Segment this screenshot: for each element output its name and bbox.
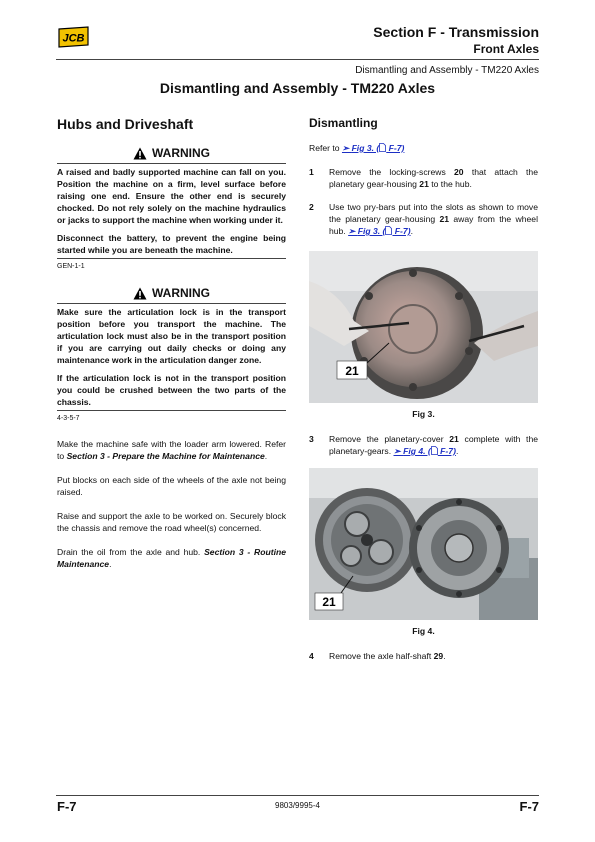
warning-label: WARNING — [152, 286, 210, 300]
fig-link-page: F-7) — [386, 143, 405, 153]
paragraph-text: Make the machine safe with the loader arm lowered. Refer to — [57, 439, 286, 461]
left-column — [57, 116, 286, 582]
section-reference-link[interactable]: Section 3 - Routine Maintenance — [57, 547, 286, 569]
step-item — [309, 166, 538, 190]
step-text — [329, 650, 538, 662]
svg-text:JCB: JCB — [62, 32, 85, 45]
warning-block-1 — [57, 146, 286, 270]
warning-top-rule — [57, 163, 286, 164]
paragraph-text: . — [109, 559, 112, 569]
fig4-link[interactable] — [393, 446, 459, 456]
fig4-callout-label: 21 — [322, 595, 336, 609]
section-title: Section F - Transmission — [373, 24, 539, 40]
paragraph-blocks: Put blocks on each side of the wheels of the axle not being raised. — [57, 475, 286, 497]
warning-text: Make sure the articulation lock is in the transport position before you transport the machine. The articulation lock must also be in the transport position if you are carrying out daily checks or doing any maintenance work in the articulation danger zone. — [57, 307, 286, 365]
fig4-photo — [309, 468, 538, 620]
paragraph-drain-oil — [57, 546, 286, 570]
arrow-link-icon: ➢ — [393, 446, 404, 456]
warning-text: Disconnect the battery, to prevent the engine being started while you are beneath the machine. — [57, 233, 286, 255]
step-text-part: complete with the planetary-gears. — [329, 434, 539, 456]
item-number: 29 — [433, 651, 444, 661]
fig-link-page: F-7) — [437, 446, 456, 456]
item-number: 20 — [454, 167, 464, 177]
section-reference-link[interactable]: Section 3 - Prepare the Machine for Maintenance — [66, 451, 265, 461]
footer-divider — [56, 795, 539, 796]
step-text-part: that attach the planetary gear-housing — [329, 167, 538, 189]
paragraph-text: . — [264, 451, 268, 461]
item-number: 21 — [449, 434, 459, 444]
warning-triangle-icon — [133, 287, 147, 300]
warning-code: 4-3-5-7 — [57, 415, 80, 422]
fig-link-page: F-7) — [392, 226, 411, 236]
fig3-callout-label: 21 — [345, 364, 359, 378]
paragraph-text: Drain the oil from the axle and hub. — [57, 547, 205, 557]
right-column — [309, 116, 538, 673]
paragraph-make-safe — [57, 438, 286, 462]
step-item — [309, 650, 538, 662]
refer-text: Refer to — [309, 143, 342, 153]
warning-label: WARNING — [152, 146, 210, 160]
warning-triangle-icon — [133, 147, 147, 160]
warning-bottom-rule — [57, 410, 286, 411]
step-text — [329, 166, 538, 190]
warning-block-2 — [57, 286, 286, 422]
page-doc-icon — [431, 446, 438, 455]
step-text-part: . — [443, 651, 446, 661]
step-number: 1 — [309, 167, 314, 177]
step-text-part: Use two pry-bars put into the slots as shown to move the planetary gear-housing — [329, 202, 538, 224]
footer-page-left: F-7 — [57, 799, 77, 814]
fig3-link[interactable] — [342, 143, 404, 153]
step-text-part: Remove the locking-screws — [329, 167, 455, 177]
warning-header — [57, 286, 286, 300]
jcb-logo — [57, 26, 90, 48]
step-item — [309, 433, 538, 457]
paragraph-raise-axle: Raise and support the axle to be worked on. Securely block the chassis and remove the road wheel(s) concerned. — [57, 511, 286, 533]
fig3-illustration — [309, 251, 538, 403]
fig4-illustration — [309, 468, 538, 620]
breadcrumb: Dismantling and Assembly - TM220 Axles — [355, 65, 539, 76]
step-text-part: . — [455, 446, 459, 456]
warning-header — [57, 146, 286, 160]
page-title: Dismantling and Assembly - TM220 Axles — [159, 80, 436, 96]
refer-line — [309, 142, 538, 154]
fig3-link[interactable] — [348, 226, 410, 236]
item-number: 21 — [419, 179, 429, 189]
fig4-caption: Fig 4. — [412, 626, 435, 636]
warning-bottom-rule — [57, 258, 286, 259]
warning-top-rule — [57, 303, 286, 304]
step-number: 3 — [309, 434, 314, 444]
arrow-link-icon: ➢ — [341, 143, 352, 153]
footer-page-right: F-7 — [519, 799, 539, 814]
item-number: 21 — [439, 214, 450, 224]
arrow-link-icon: ➢ — [348, 226, 358, 236]
fig-link-text: Fig 3. ( — [351, 143, 380, 153]
fig3-photo — [309, 251, 538, 403]
header-divider — [56, 59, 539, 60]
fig-link-text: Fig 3. ( — [357, 226, 386, 236]
step-text-part: . — [410, 226, 413, 236]
dismantling-heading: Dismantling — [309, 116, 378, 130]
step-text-part: Remove the planetary-cover — [329, 434, 450, 444]
fig3-caption: Fig 3. — [412, 409, 435, 419]
step-text — [329, 201, 538, 237]
hubs-driveshaft-heading: Hubs and Driveshaft — [57, 116, 194, 132]
step-text-part: to the hub. — [428, 179, 472, 189]
warning-code: GEN-1-1 — [57, 263, 85, 270]
step-item — [309, 201, 538, 237]
step-number: 4 — [309, 651, 314, 661]
warning-text: If the articulation lock is not in the transport position you could be crushed between the two parts of the chassis. — [57, 373, 286, 407]
warning-text: A raised and badly supported machine can fall on you. Position the machine on a firm, level surface before raising one end. Ensure the other end is securely chocked. Do not rely solely on the machine hydraulics or jacks to support the machine when working under it. — [57, 167, 286, 225]
step-text-part: Remove the axle half-shaft — [329, 651, 434, 661]
step-number: 2 — [309, 202, 314, 212]
footer-doc-number: 9803/9995-4 — [275, 801, 320, 810]
fig-link-text: Fig 4. ( — [403, 446, 431, 456]
section-subtitle: Front Axles — [473, 42, 539, 56]
step-text — [329, 433, 538, 457]
step-text-part: away from the wheel hub. — [329, 214, 538, 236]
